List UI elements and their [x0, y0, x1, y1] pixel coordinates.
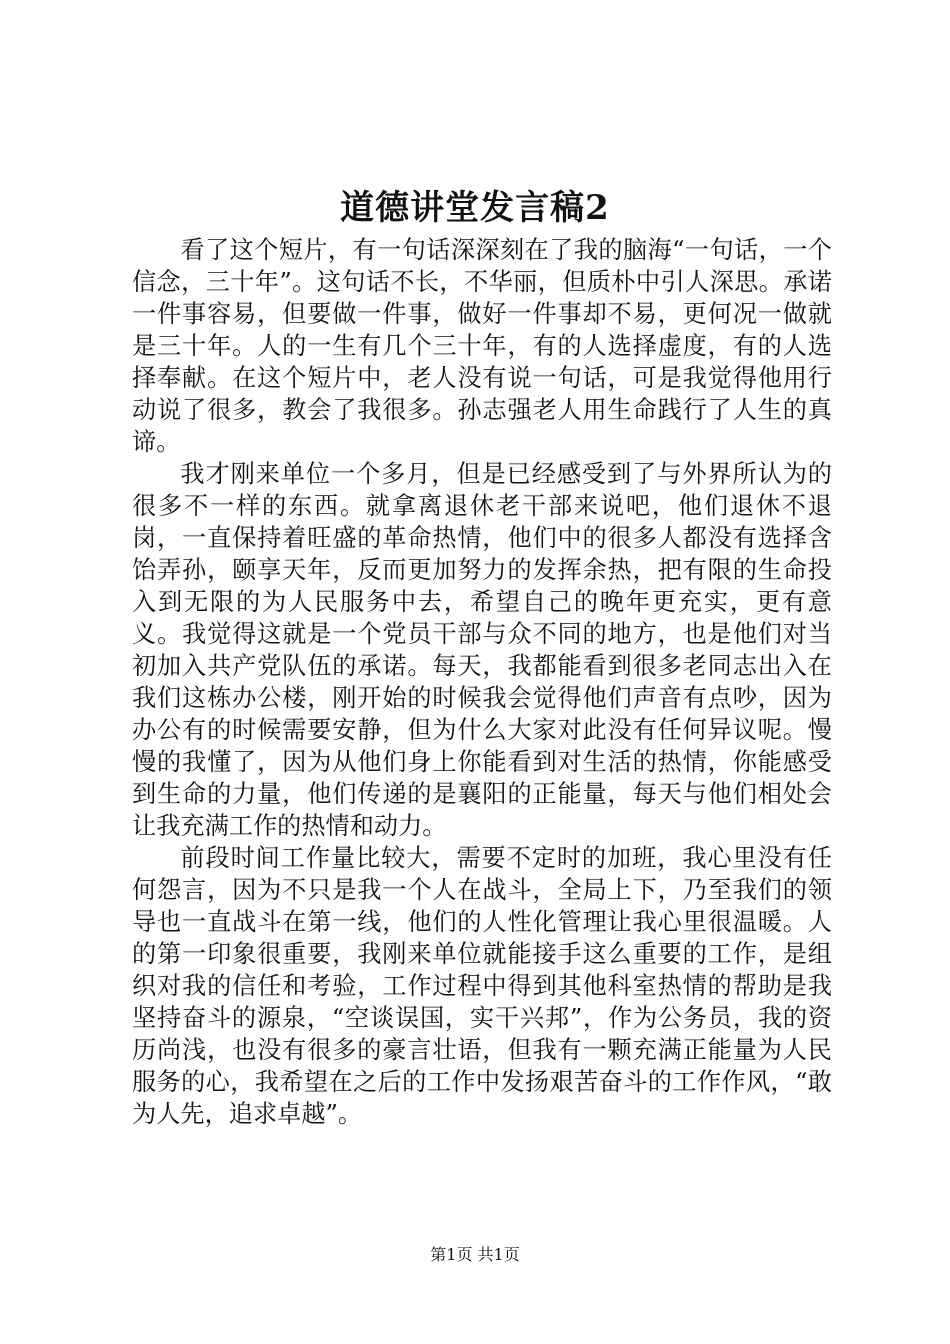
paragraph-3: 前段时间工作量比较大，需要不定时的加班，我心里没有任何怨言，因为不只是我一个人在战斗，全局上下，乃至我们的领导也一直战斗在第一线，他们的人性化管理让我心里很温暖。人的第一印象很重要，我刚来单位就能接手这么重要的工作，是组织对我的信任和考验，工作过程中得到其他科室热情的帮助是我坚持奋斗的源泉，“空谈误国，实干兴邦”，作为公务员，我的资历尚浅，也没有很多的豪言壮语，但我有一颗充满正能量为人民服务的心，我希望在之后的工作中发扬艰苦奋斗的工作作风，“敢为人先，追求卓越”。 — [132, 844, 832, 1128]
paragraph-2: 我才刚来单位一个多月，但是已经感受到了与外界所认为的很多不一样的东西。就拿离退休老干部来说吧，他们退休不退岗，一直保持着旺盛的革命热情，他们中的很多人都没有选择含饴弄孙，颐享天年，反而更加努力的发挥余热，把有限的生命投入到无限的为人民服务中去，希望自己的晚年更充实，更有意义。我觉得这就是一个党员干部与众不同的地方，也是他们对当初加入共产党队伍的承诺。每天，我都能看到很多老同志出入在我们这栋办公楼，刚开始的时候我会觉得他们声音有点吵，因为办公有的时候需要安静，但为什么大家对此没有任何异议呢。慢慢的我懂了，因为从他们身上你能看到对生活的热情，你能感受到生命的力量，他们传递的是襄阳的正能量，每天与他们相处会让我充满工作的热情和动力。 — [132, 460, 832, 840]
paragraph-1: 看了这个短片，有一句话深深刻在了我的脑海“一句话，一个信念，三十年”。这句话不长，不华丽，但质朴中引人深思。承诺一件事容易，但要做一件事，做好一件事却不易，更何况一做就是三十年。人的一生有几个三十年，有的人选择虚度，有的人选择奉献。在这个短片中，老人没有说一句话，可是我觉得他用行动说了很多，教会了我很多。孙志强老人用生命践行了人生的真谛。 — [132, 236, 832, 456]
page-number-label: 第1页 共1页 — [430, 1245, 520, 1264]
document-title: 道德讲堂发言稿2 — [340, 188, 610, 228]
page-footer — [0, 1244, 950, 1266]
document-body — [132, 234, 832, 1130]
